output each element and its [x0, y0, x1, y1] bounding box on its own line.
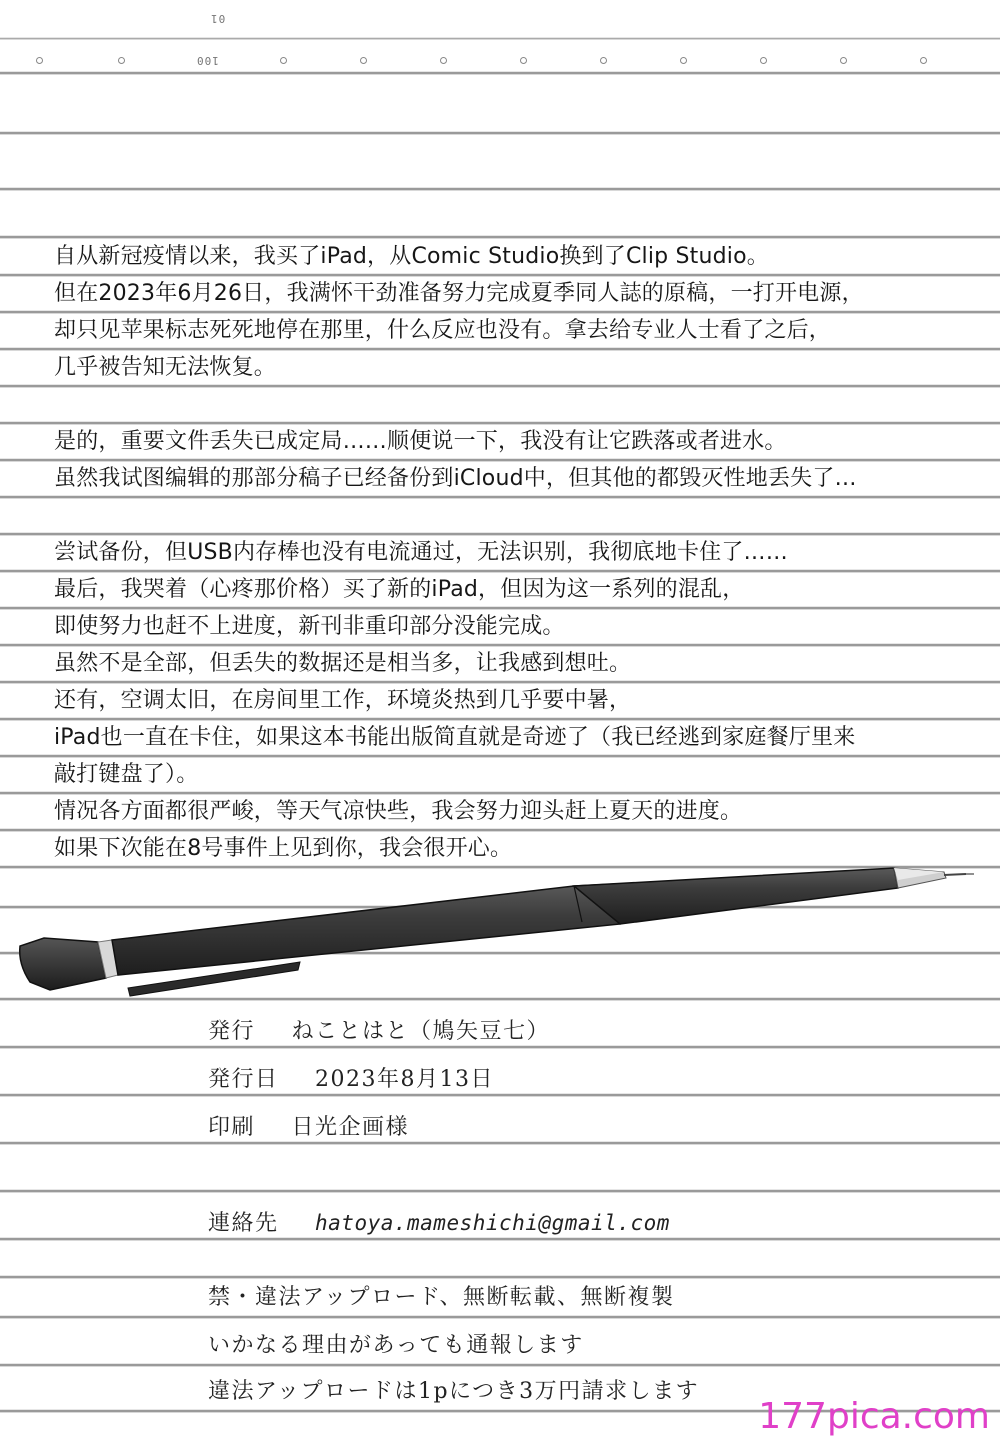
- ruled-line: [0, 1190, 1000, 1192]
- body-line: 却只见苹果标志死死地停在那里，什么反应也没有。拿去给专业人士看了之后，: [54, 318, 832, 343]
- binding-dot: [360, 57, 367, 64]
- ruled-line: [0, 1276, 1000, 1278]
- date-value: 2023年8月13日: [315, 1067, 494, 1092]
- body-line: 还有，空调太旧，在房间里工作，环境炎热到几乎要中暑，: [54, 688, 632, 713]
- binding-dot: [600, 57, 607, 64]
- publisher-value: ねことはと（鳩矢豆七）: [291, 1019, 551, 1044]
- binding-dot: [840, 57, 847, 64]
- header-mark-bottom: 100: [196, 54, 219, 67]
- body-line: 虽然不是全部，但丢失的数据还是相当多，让我感到想吐。: [54, 651, 632, 676]
- binding-dots-row: [0, 54, 1000, 68]
- body-line: 尝试备份，但USB内存棒也没有电流通过，无法识别，我彻底地卡住了……: [54, 540, 788, 565]
- body-line: 是的，重要文件丢失已成定局……顺便说一下，我没有让它跌落或者进水。: [54, 429, 787, 454]
- notice-line-2: いかなる理由があっても通報します: [208, 1333, 584, 1358]
- watermark-text: 177pica.com: [758, 1396, 990, 1437]
- binding-dot: [680, 57, 687, 64]
- ruled-line: [0, 1142, 1000, 1144]
- binding-dot: [280, 57, 287, 64]
- contact-email-link[interactable]: hatoya.mameshichi@gmail.com: [315, 1211, 670, 1235]
- body-line: 敲打键盘了）。: [54, 762, 199, 787]
- publisher-line: [208, 1014, 968, 1045]
- body-line: 情况各方面都很严峻，等天气凉快些，我会努力迎头赶上夏天的进度。: [54, 799, 743, 824]
- mechanical-pencil-icon: [14, 858, 974, 1008]
- date-label: 発行日: [208, 1067, 279, 1092]
- binding-dot: [36, 57, 43, 64]
- ruled-line: [0, 1238, 1000, 1240]
- date-line: [208, 1062, 968, 1093]
- publisher-label: 発行: [208, 1019, 256, 1044]
- body-line: 但在2023年6月26日，我满怀干劲准备努力完成夏季同人誌的原稿，一打开电源，: [54, 281, 864, 306]
- binding-dot: [118, 57, 125, 64]
- binding-dot: [440, 57, 447, 64]
- header-rule: [0, 38, 1000, 39]
- binding-dot: [920, 57, 927, 64]
- body-line: iPad也一直在卡住，如果这本书能出版简直就是奇迹了（我已经逃到家庭餐厅里来: [54, 725, 856, 750]
- body-line: 即使努力也赶不上进度，新刊非重印部分没能完成。: [54, 614, 565, 639]
- contact-line: [208, 1206, 968, 1237]
- ruled-line: [0, 1364, 1000, 1366]
- body-line: 自从新冠疫情以来，我买了iPad，从Comic Studio换到了Clip Studio。: [54, 244, 769, 269]
- binding-dot: [760, 57, 767, 64]
- printer-line: [208, 1110, 968, 1141]
- body-line: 虽然我试图编辑的那部分稿子已经备份到iCloud中，但其他的都毁灭性地丢失了…: [54, 466, 857, 491]
- printer-value: 日光企画様: [291, 1115, 410, 1140]
- body-line: 几乎被告知无法恢复。: [54, 355, 277, 380]
- body-line: 如果下次能在8号事件上见到你，我会很开心。: [54, 836, 513, 861]
- ruled-line: [0, 1316, 1000, 1318]
- ruled-line: [0, 1094, 1000, 1096]
- header-mark-top: 01: [210, 12, 226, 25]
- ruled-line: [0, 132, 1000, 134]
- binding-dot: [520, 57, 527, 64]
- ruled-line: [0, 72, 1000, 74]
- paragraph-gap: [54, 497, 954, 534]
- notice-line-1: 禁・違法アップロード、無断転載、無断複製: [208, 1285, 675, 1310]
- body-line: 最后，我哭着（心疼那价格）买了新的iPad，但因为这一系列的混乱，: [54, 577, 745, 602]
- ruled-line: [0, 188, 1000, 190]
- paragraph-gap: [54, 386, 954, 423]
- body-text: [54, 238, 954, 867]
- ruled-line: [0, 1046, 1000, 1048]
- printer-label: 印刷: [208, 1115, 256, 1140]
- notice-line-3: 違法アップロードは1pにつき3万円請求します: [208, 1379, 700, 1404]
- contact-label: 連絡先: [208, 1211, 279, 1236]
